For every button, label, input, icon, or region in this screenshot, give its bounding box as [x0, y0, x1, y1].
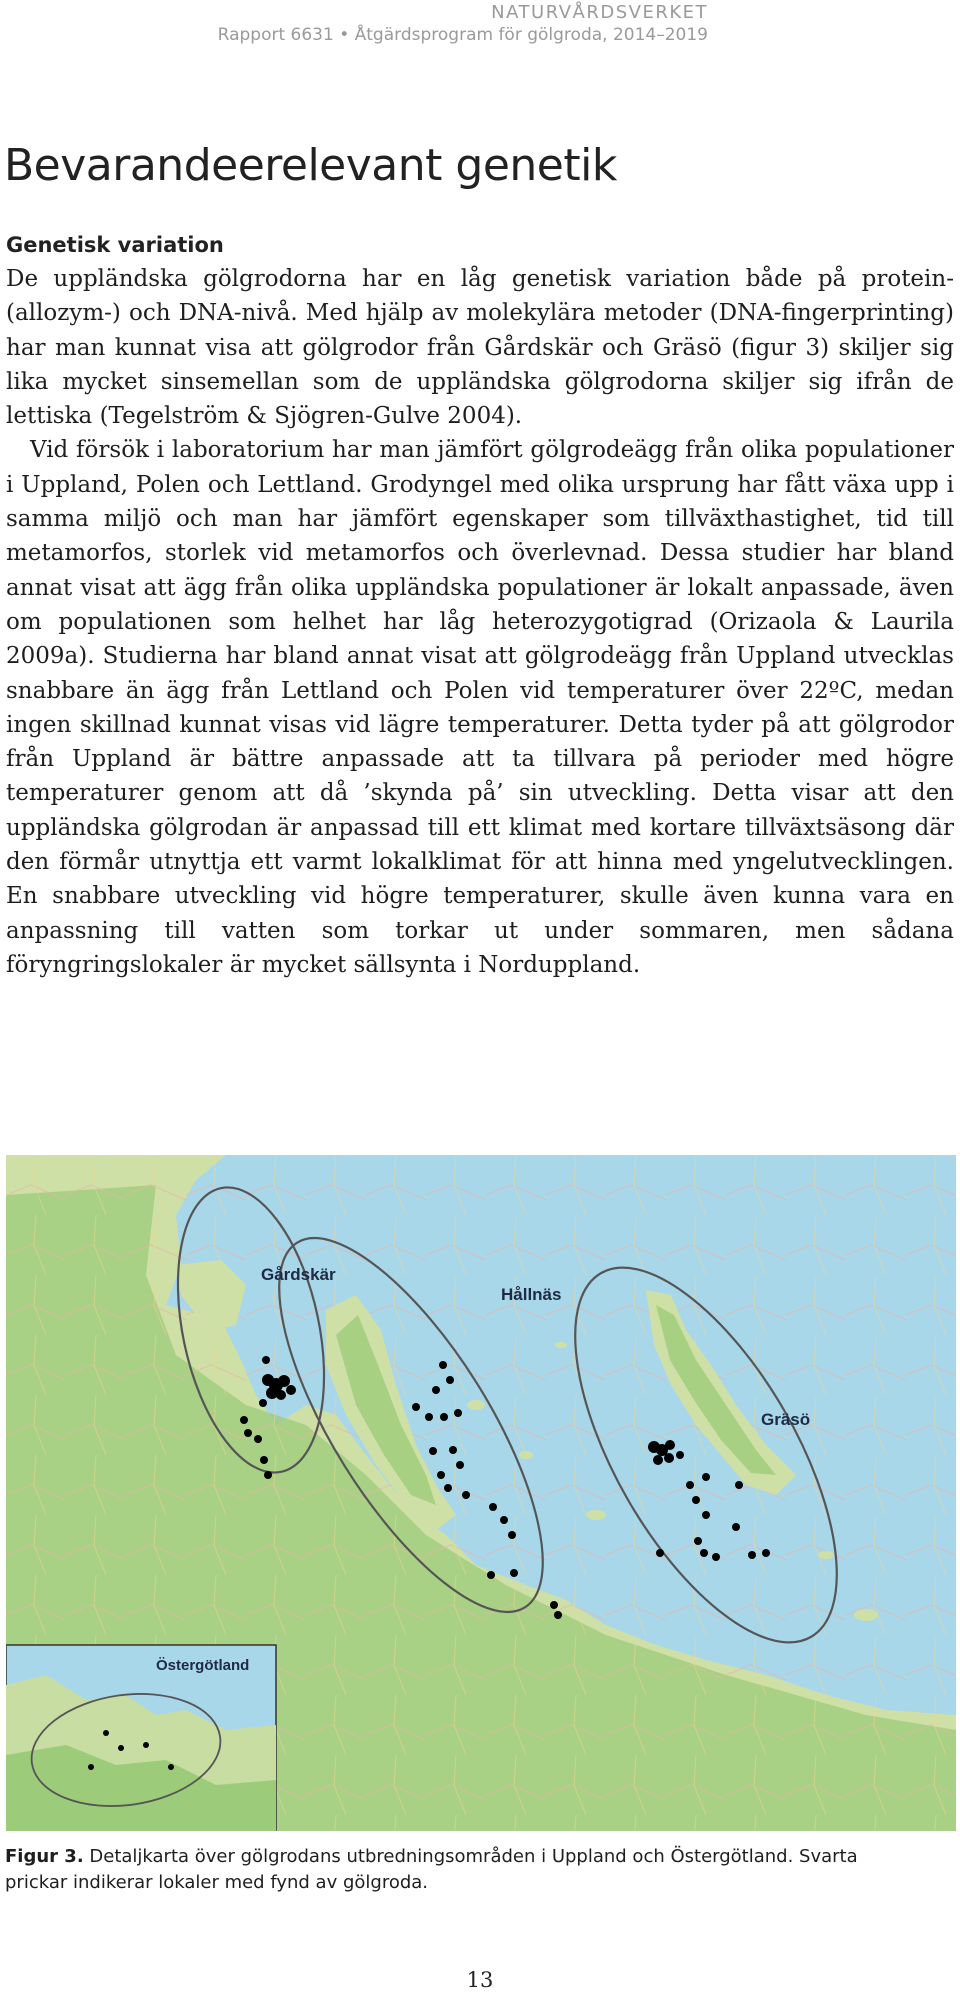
map-label-graso: Gräsö [761, 1410, 811, 1429]
distribution-map [6, 1155, 956, 1831]
page-title: Bevarandeerelevant genetik [4, 140, 617, 191]
section-heading: Genetisk variation [6, 233, 224, 257]
map-label-ostergotland: Östergötland [156, 1657, 250, 1674]
map-graphic [6, 1155, 956, 1831]
paragraph-1: De uppländska gölgrodorna har en låg genetisk variation både på protein- (allozym-) och DNA-nivå. Med hjälp av molekylära metoder (DNA-fingerprinting) har man kunnat visa att gölgrodor från Gårdskär och Gräsö (figur 3) skiljer sig lika mycket sinsemellan som de uppländska gölgrodorna skiljer sig ifrån de lettiska (Tegelström & Sjögren-Gulve 2004). [6, 266, 954, 430]
figure-label: Figur 3. [5, 1846, 84, 1867]
header-organization: NATURVÅRDSVERKET [491, 2, 708, 23]
page-number: 13 [466, 1968, 494, 1992]
body-text [6, 262, 954, 982]
header-report-title: Rapport 6631 • Åtgärdsprogram för gölgroda, 2014–2019 [217, 25, 708, 45]
map-label-hallnas: Hållnäs [501, 1285, 562, 1304]
map-label-gardskar: Gårdskär [261, 1265, 336, 1284]
inset-map [6, 1645, 276, 1831]
figure-caption [5, 1844, 905, 1896]
running-header [218, 2, 708, 46]
paragraph-2: Vid försök i laboratorium har man jämfört gölgrodeägg från olika populationer i Uppland, Polen och Lettland. Grodyngel med olika ursprung har fått växa upp i samma miljö och man har jämfört egenskaper som tillväxthastighet, tid till metamorfos, storlek vid metamorfos och överlevnad. Dessa studier har bland annat visat att ägg från olika uppländska populationer är lokalt anpassade, även om populationen som helhet har låg heterozygotigrad (Orizaola & Laurila 2009a). Studierna har bland annat visat att gölgrodeägg från Uppland utvecklas snabbare än ägg från Lettland och Polen vid temperaturer över 22ºC, medan ingen skillnad kunnat visas vid lägre temperaturer. Detta tyder på att gölgrodor från Uppland är bättre anpassade att ta tillvara på perioder med högre temperaturer genom att då ’skynda på’ sin utveckling. Detta visar att den uppländska gölgrodan är anpassad till ett klimat med kortare tillväxtsäsong där den förmår utnyttja ett varmt lokalklimat för att hinna med yngelutvecklingen. En snabbare utveckling vid högre temperaturer, skulle även kunna vara en anpassning till vatten som torkar ut under sommaren, men sådana föryngringslokaler är mycket sällsynta i Norduppland. [6, 437, 954, 978]
figure-caption-text: Detaljkarta över gölgrodans utbredningsområden i Uppland och Östergötland. Svarta prickar indikerar lokaler med fynd av gölgroda. [5, 1846, 858, 1893]
